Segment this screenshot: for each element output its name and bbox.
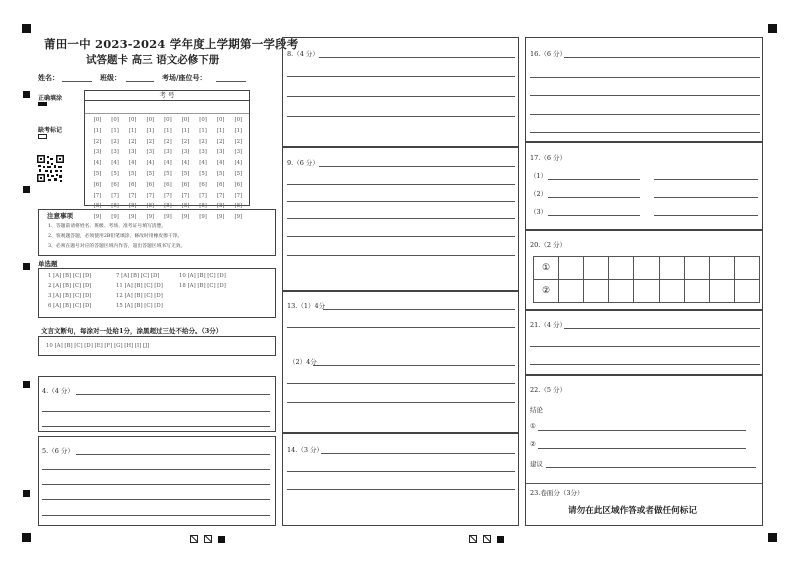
edge-mark <box>23 186 30 193</box>
exam-number-bubble[interactable]: [4] <box>146 160 155 167</box>
exam-number-bubble[interactable]: [1] <box>128 127 137 134</box>
class-field[interactable] <box>126 81 154 82</box>
edge-mark <box>23 381 30 388</box>
footer-mark <box>218 536 225 543</box>
exam-number-bubble[interactable]: [6] <box>164 181 172 188</box>
exam-number-bubble[interactable]: [6] <box>216 181 225 188</box>
exam-number-bubble[interactable]: [9] <box>93 214 102 221</box>
q22-mark1: ① <box>530 422 536 430</box>
corner-mark-tr <box>768 24 777 33</box>
q20-label: 20.（2 分） <box>530 241 567 249</box>
exam-number-bubble[interactable]: [5] <box>199 170 207 177</box>
q23-label: 23.卷面分（3分） <box>530 489 584 497</box>
q22-suggest-label: 建议 <box>530 460 543 468</box>
exam-number-bubble[interactable]: [5] <box>93 170 102 177</box>
exam-number-bubble[interactable]: [5] <box>111 170 119 177</box>
choice-item[interactable]: 6 [A] [B] [C] [D] <box>48 303 92 309</box>
exam-number-bubble[interactable]: [3] <box>164 149 172 156</box>
exam-number-bubble[interactable]: [6] <box>146 181 155 188</box>
exam-number-bubble[interactable]: [4] <box>181 160 190 167</box>
q20-grid-cell[interactable] <box>608 279 634 303</box>
q5-box[interactable] <box>38 436 276 526</box>
exam-number-bubble[interactable]: [3] <box>234 149 243 156</box>
q9-label: 9.（6 分） <box>287 159 319 167</box>
exam-number-bubble[interactable]: [1] <box>146 127 155 134</box>
q17-sub3: （3） <box>530 208 548 216</box>
q20-grid-cell[interactable] <box>608 256 634 280</box>
q5-label: 5.（6 分） <box>42 447 74 455</box>
exam-number-column <box>159 115 176 223</box>
exam-number-bubble[interactable]: [4] <box>93 160 102 167</box>
choice-item[interactable]: 3 [A] [B] [C] [D] <box>48 293 92 299</box>
q8-box[interactable] <box>282 37 519 147</box>
room-label: 考场/座位号： <box>162 73 207 82</box>
exam-number-column <box>177 115 194 223</box>
exam-number-bubble[interactable]: [6] <box>128 181 137 188</box>
cross-box-icon <box>190 535 198 543</box>
q20-grid-cell[interactable] <box>734 256 760 280</box>
exam-number-bubble[interactable]: [2] <box>199 138 207 145</box>
q20-grid-cell[interactable] <box>583 256 609 280</box>
absent-mark-label: 缺考标记 <box>38 127 63 134</box>
q14-label: 14.（3 分） <box>287 446 324 454</box>
exam-number-bubble[interactable]: [6] <box>93 181 102 188</box>
notes-item: 1、答题前请将姓名、班级、考场、准考证号填写清楚。 <box>48 224 167 229</box>
exam-number-bubble[interactable]: [5] <box>234 170 243 177</box>
exam-number-column <box>142 115 159 223</box>
q20-row-marker <box>533 279 559 303</box>
exam-number-bubble[interactable]: [4] <box>234 160 243 167</box>
exam-number-bubble[interactable]: [1] <box>216 127 225 134</box>
name-field[interactable] <box>62 81 92 82</box>
q17-sub2: （2） <box>530 190 548 198</box>
exam-number-bubbles <box>89 115 249 221</box>
q17-box[interactable] <box>525 142 763 230</box>
q20-grid-cell[interactable] <box>734 279 760 303</box>
edge-mark <box>23 263 30 270</box>
q21-box[interactable] <box>525 310 763 375</box>
exam-number-bubble[interactable]: [6] <box>181 181 190 188</box>
exam-number-bubble[interactable]: [7] <box>146 192 155 199</box>
q20-grid-cell[interactable] <box>558 256 584 280</box>
exam-number-bubble[interactable]: [9] <box>111 214 119 221</box>
class-label: 班级： <box>100 73 121 82</box>
exam-number-bubble[interactable]: [0] <box>164 117 172 123</box>
exam-number-bubble[interactable]: [9] <box>234 214 243 221</box>
cross-box-icon <box>204 535 212 543</box>
choice-item[interactable]: 1 [A] [B] [C] [D] <box>48 273 92 279</box>
exam-number-bubble[interactable]: [9] <box>181 214 190 221</box>
exam-number-bubble[interactable]: [0] <box>181 117 190 123</box>
corner-mark-tl <box>22 24 31 33</box>
sheet-title: 莆田一中 2023-2024 学年度上学期第一学段考 <box>44 37 299 51</box>
exam-number-bubble[interactable]: [2] <box>146 138 155 145</box>
exam-number-bubble[interactable]: [0] <box>199 117 207 123</box>
single-choice-box <box>38 268 276 318</box>
exam-number-write-row[interactable] <box>85 101 249 114</box>
exam-number-column <box>124 115 141 223</box>
exam-number-bubble[interactable]: [8] <box>181 203 190 210</box>
q22-label: 22.（5 分） <box>530 386 567 394</box>
q20-grid-cell[interactable] <box>709 279 735 303</box>
exam-number-bubble[interactable]: [0] <box>146 117 155 123</box>
exam-number-bubble[interactable]: [9] <box>216 214 225 221</box>
footer-mark <box>497 536 504 543</box>
exam-number-bubble[interactable]: [7] <box>128 192 137 199</box>
exam-number-bubble[interactable]: [0] <box>93 117 102 123</box>
q20-grid-cell[interactable] <box>633 279 659 303</box>
q4-box[interactable] <box>38 376 276 432</box>
notes-item: 3、必须在题号对应的答题区域内作答，超出答题区域书写无效。 <box>48 244 186 249</box>
q17-sub1: （1） <box>530 172 548 180</box>
exam-number-bubble[interactable]: [9] <box>199 214 207 221</box>
q8-label: 8.（4 分） <box>287 50 319 58</box>
exam-number-grid <box>84 90 250 221</box>
q20-grid-cell[interactable] <box>633 256 659 280</box>
exam-number-bubble[interactable]: [7] <box>111 192 119 199</box>
room-field[interactable] <box>216 81 246 82</box>
exam-number-bubble[interactable]: [2] <box>216 138 225 145</box>
exam-number-bubble[interactable]: [1] <box>93 127 102 134</box>
fill-correct-label: 正确填涂 <box>38 95 63 102</box>
exam-number-column <box>212 115 229 223</box>
exam-number-bubble[interactable]: [4] <box>199 160 207 167</box>
absent-checkbox[interactable] <box>38 134 47 139</box>
exam-number-bubble[interactable]: [0] <box>216 117 225 123</box>
exam-number-bubble[interactable]: [0] <box>234 117 243 123</box>
q17-label: 17.（6 分） <box>530 154 567 162</box>
exam-number-bubble[interactable]: [6] <box>111 181 119 188</box>
exam-number-bubble[interactable]: [7] <box>181 192 190 199</box>
exam-number-bubble[interactable]: [6] <box>199 181 207 188</box>
exam-number-bubble[interactable]: [7] <box>234 192 243 199</box>
exam-number-bubble[interactable]: [5] <box>146 170 155 177</box>
q4-label: 4.（4 分） <box>42 387 74 395</box>
qr-code-icon <box>37 155 64 182</box>
exam-number-bubble[interactable]: [7] <box>216 192 225 199</box>
exam-number-bubble[interactable]: [0] <box>111 117 119 123</box>
q13-part2-label: （2）4分 <box>289 358 317 366</box>
choice-item[interactable]: 7 [A] [B] [C] [D] <box>116 273 160 279</box>
name-label: 姓名： <box>38 73 59 82</box>
choice-item[interactable]: 18 [A] [B] [C] [D] <box>179 283 226 289</box>
q14-box[interactable] <box>282 433 519 526</box>
classical-options[interactable]: 10 [A] [B] [C] [D] [E] [F] [G] [H] [I] [J] <box>46 343 150 349</box>
exam-number-column <box>89 115 106 223</box>
q20-grid-cell[interactable] <box>684 256 710 280</box>
exam-number-bubble[interactable]: [2] <box>234 138 243 145</box>
cross-box-icon <box>469 535 477 543</box>
q20-grid-cell[interactable] <box>709 256 735 280</box>
q20-row-label: ② <box>542 286 551 296</box>
exam-number-bubble[interactable]: [7] <box>164 192 172 199</box>
exam-number-bubble[interactable]: [7] <box>93 192 102 199</box>
exam-number-bubble[interactable]: [3] <box>93 149 102 156</box>
exam-number-bubble[interactable]: [3] <box>199 149 207 156</box>
exam-number-bubble[interactable]: [3] <box>216 149 225 156</box>
exam-number-bubble[interactable]: [1] <box>199 127 207 134</box>
q13-part1-label: 13.（1）4分 <box>287 302 326 310</box>
q20-box[interactable] <box>525 230 763 310</box>
q20-grid-cell[interactable] <box>684 279 710 303</box>
q20-grid-cell[interactable] <box>583 279 609 303</box>
exam-number-bubble[interactable]: [5] <box>216 170 225 177</box>
q22-box[interactable] <box>525 375 763 526</box>
notes-box <box>38 209 276 256</box>
exam-number-column <box>107 115 124 223</box>
q22-conclusion-label: 结论 <box>530 406 543 414</box>
exam-number-bubble[interactable]: [9] <box>146 214 155 221</box>
q13-box[interactable] <box>282 291 519 433</box>
exam-number-label: 考 号 <box>85 91 249 101</box>
single-choice-title: 单选题 <box>38 260 58 268</box>
exam-number-bubble[interactable]: [3] <box>181 149 190 156</box>
classical-title: 文言文断句，每涂对一处给1分，涂黑超过三处不给分。（3分） <box>41 327 223 335</box>
exam-number-bubble[interactable]: [1] <box>111 127 119 134</box>
q20-grid-cell[interactable] <box>659 279 685 303</box>
exam-number-bubble[interactable]: [6] <box>234 181 243 188</box>
choice-item[interactable]: 10 [A] [B] [C] [D] <box>179 273 226 279</box>
exam-number-bubble[interactable]: [1] <box>181 127 190 134</box>
exam-number-bubble[interactable]: [8] <box>216 203 225 210</box>
exam-number-bubble[interactable]: [2] <box>181 138 190 145</box>
exam-number-bubble[interactable]: [2] <box>164 138 172 145</box>
exam-number-bubble[interactable]: [4] <box>216 160 225 167</box>
notes-item: 2、客观题答题，必须使用2B铅笔填涂，修改时用橡皮擦干净。 <box>48 234 183 239</box>
cross-box-icon <box>483 535 491 543</box>
q16-box[interactable] <box>525 37 763 142</box>
exam-number-bubble[interactable]: [8] <box>128 203 137 210</box>
q20-grid-cell[interactable] <box>558 279 584 303</box>
no-write-notice: 请勿在此区域作答或者做任何标记 <box>568 506 697 516</box>
exam-number-bubble[interactable]: [4] <box>128 160 137 167</box>
choice-item[interactable]: 11 [A] [B] [C] [D] <box>116 283 163 289</box>
exam-number-bubble[interactable]: [2] <box>128 138 137 145</box>
choice-item[interactable]: 15 [A] [B] [C] [D] <box>116 303 163 309</box>
classical-box <box>38 336 276 356</box>
exam-number-bubble[interactable]: [3] <box>111 149 119 156</box>
q20-row-marker <box>533 256 559 280</box>
exam-number-bubble[interactable]: [7] <box>199 192 207 199</box>
q20-grid-cell[interactable] <box>659 256 685 280</box>
edge-mark <box>23 91 30 98</box>
exam-number-bubble[interactable]: [4] <box>164 160 172 167</box>
exam-number-bubble[interactable]: [5] <box>164 170 172 177</box>
exam-number-column <box>195 115 212 223</box>
exam-number-bubble[interactable]: [9] <box>164 214 172 221</box>
corner-mark-bl <box>22 533 31 542</box>
fill-sample <box>38 102 47 106</box>
exam-number-bubble[interactable]: [8] <box>146 203 155 210</box>
exam-number-bubble[interactable]: [3] <box>128 149 137 156</box>
exam-number-bubble[interactable]: [1] <box>234 127 243 134</box>
q22-mark2: ② <box>530 440 536 448</box>
exam-number-bubble[interactable]: [8] <box>234 203 243 210</box>
corner-mark-br <box>768 533 777 542</box>
exam-number-bubble[interactable]: [8] <box>93 203 102 210</box>
exam-number-bubble[interactable]: [5] <box>181 170 190 177</box>
exam-number-bubble[interactable]: [8] <box>111 203 119 210</box>
exam-number-bubble[interactable]: [9] <box>128 214 137 221</box>
sheet-subtitle: 试答题卡 高三 语文必修下册 <box>86 54 220 66</box>
edge-mark <box>23 490 30 497</box>
q16-label: 16.（6 分） <box>530 50 567 58</box>
exam-number-column <box>230 115 247 223</box>
exam-number-bubble[interactable]: [2] <box>111 138 119 145</box>
exam-number-bubble[interactable]: [4] <box>111 160 119 167</box>
q20-row-label: ① <box>542 263 551 273</box>
exam-number-bubble[interactable]: [8] <box>164 203 172 210</box>
exam-number-bubble[interactable]: [2] <box>93 138 102 145</box>
choice-item[interactable]: 2 [A] [B] [C] [D] <box>48 283 92 289</box>
exam-number-bubble[interactable]: [1] <box>164 127 172 134</box>
exam-number-bubble[interactable]: [5] <box>128 170 137 177</box>
exam-number-bubble[interactable]: [8] <box>199 203 207 210</box>
choice-item[interactable]: 12 [A] [B] [C] [D] <box>116 293 163 299</box>
q21-label: 21.（4 分） <box>530 321 567 329</box>
exam-number-bubble[interactable]: [0] <box>128 117 137 123</box>
exam-number-bubble[interactable]: [3] <box>146 149 155 156</box>
notes-title: 注意事项 <box>47 212 73 220</box>
q9-box[interactable] <box>282 147 519 291</box>
